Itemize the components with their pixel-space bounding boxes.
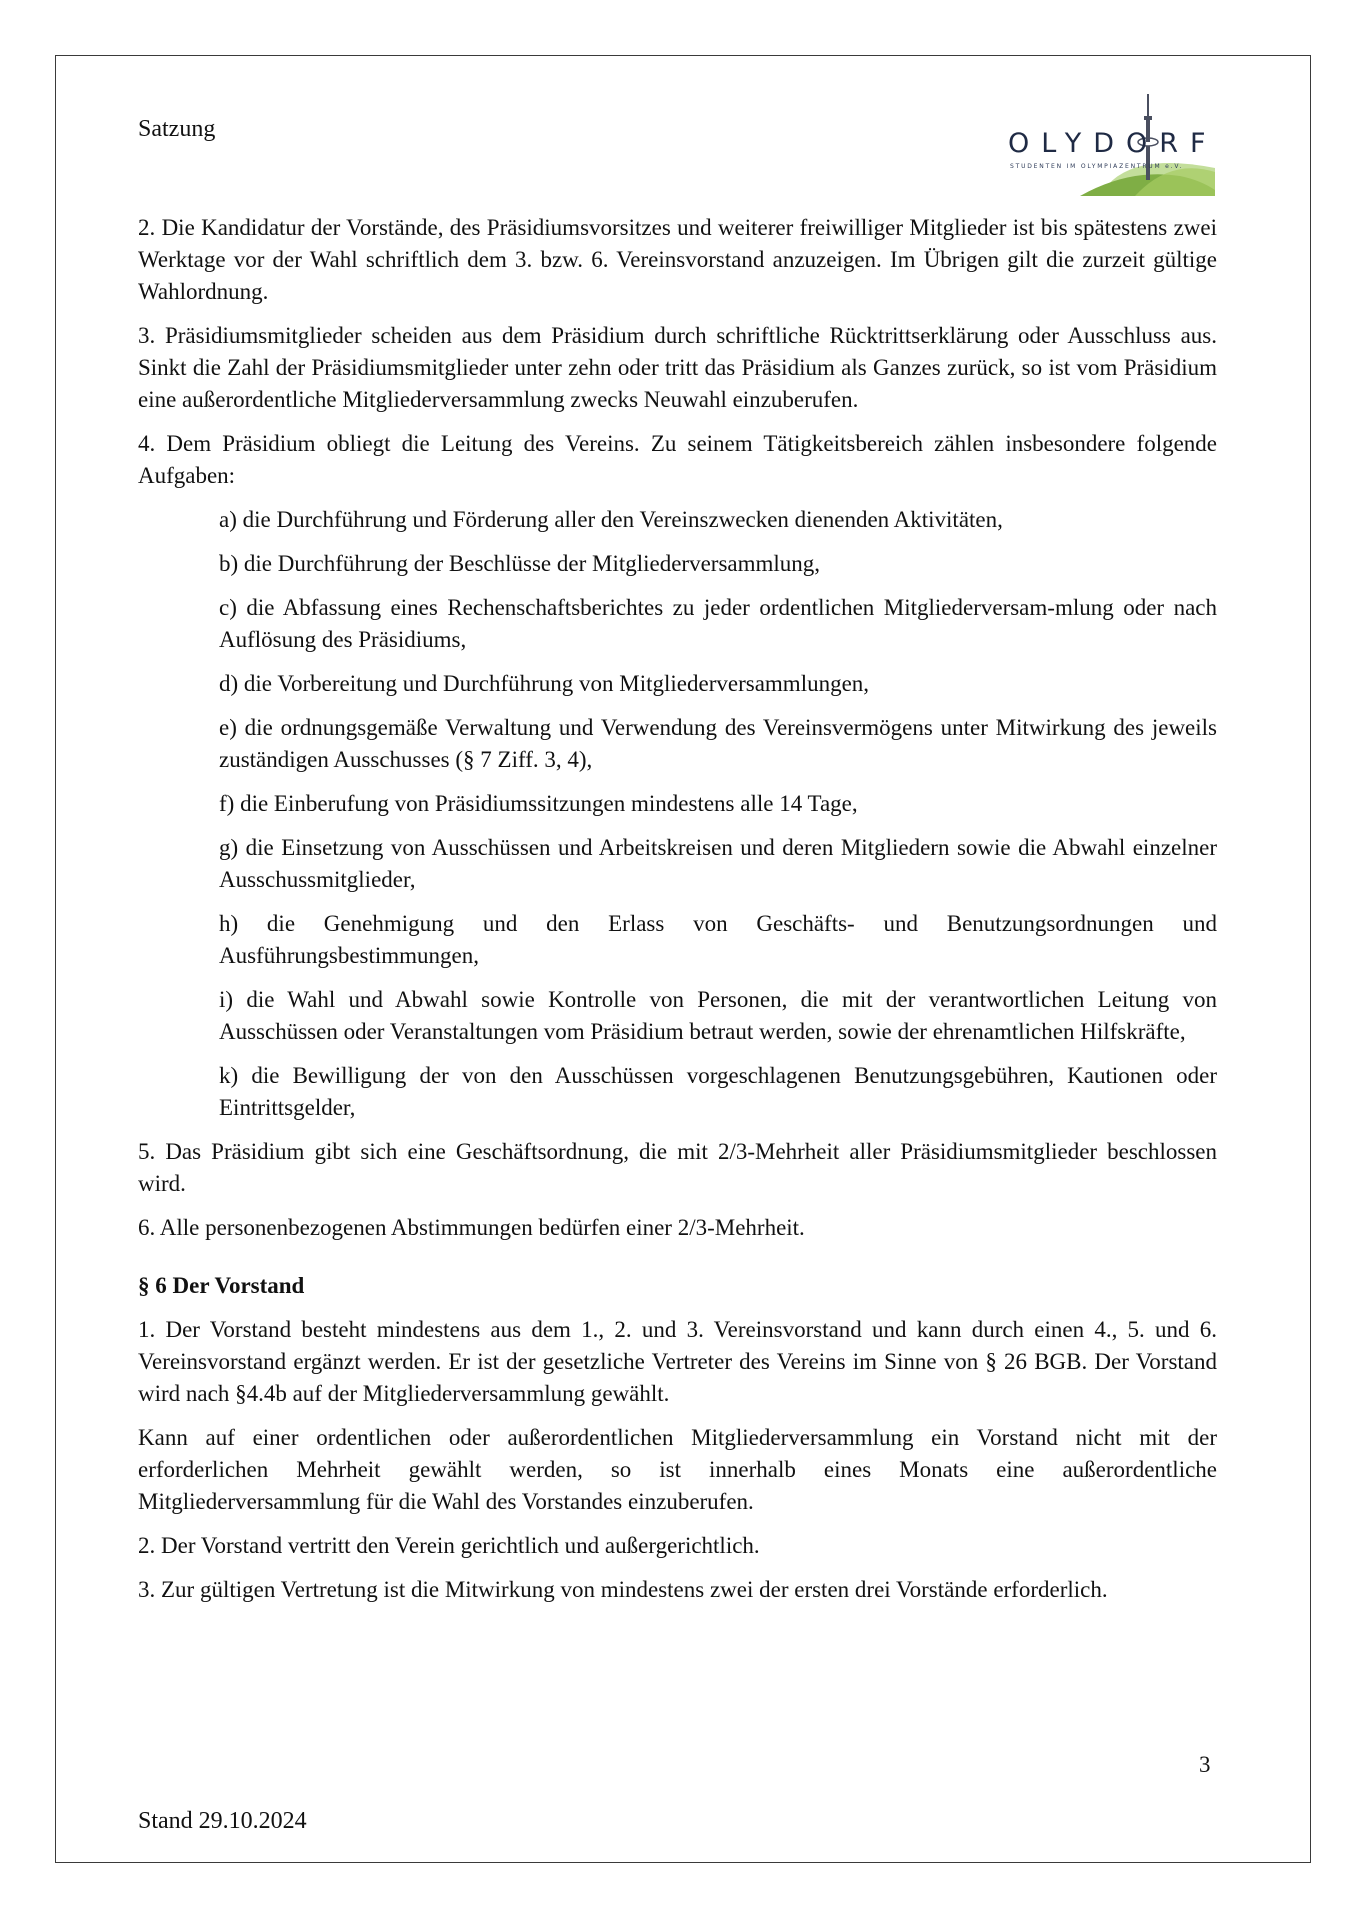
paragraph: 3. Präsidiumsmitglieder scheiden aus dem Präsidium durch schriftliche Rücktrittserklärung oder Ausschluss aus. Sinkt die Zahl der Präsidiumsmitglieder unter zehn oder tritt das Präsidium als Ganzes zurück, so ist vom Präsidium eine außerordentliche Mitgliederversammlung zwecks Neuwahl einzuberufen. [138, 323, 1217, 412]
list-item: h) die Genehmigung und den Erlass von Geschäfts- und Benutzungsordnungen und Ausführungsbestimmungen, [219, 911, 1217, 968]
list-item: d) die Vorbereitung und Durchführung von Mitgliederversammlungen, [219, 671, 870, 696]
list-item: a) die Durchführung und Förderung aller den Vereinszwecken dienenden Aktivitäten, [219, 507, 1003, 532]
page-number: 3 [1199, 1752, 1211, 1777]
logo-wordmark: OLYDORF [1008, 128, 1218, 159]
list-item: c) die Abfassung eines Rechenschaftsberichtes zu jeder ordentlichen Mitgliederversam-mlung oder nach Auflösung des Präsidiums, [219, 595, 1217, 652]
list-item: g) die Einsetzung von Ausschüssen und Arbeitskreisen und deren Mitgliedern sowie die Abwahl einzelner Ausschussmitglieder, [219, 835, 1217, 892]
list-item: e) die ordnungsgemäße Verwaltung und Verwendung des Vereinsvermögens unter Mitwirkung des jeweils zuständigen Ausschusses (§ 7 Ziff. 3, 4), [219, 715, 1217, 772]
list-item: b) die Durchführung der Beschlüsse der Mitgliederversammlung, [219, 551, 821, 576]
paragraph: 5. Das Präsidium gibt sich eine Geschäftsordnung, die mit 2/3-Mehrheit aller Präsidiumsmitglieder beschlossen wird. [138, 1139, 1217, 1196]
paragraph: 2. Der Vorstand vertritt den Verein gerichtlich und außergerichtlich. [138, 1533, 760, 1558]
list-item: i) die Wahl und Abwahl sowie Kontrolle von Personen, die mit der verantwortlichen Leitung von Ausschüssen oder Veranstaltungen vom Präsidium betraut werden, sowie der ehrenamtlichen Hilfskräfte, [219, 987, 1217, 1044]
paragraph: 6. Alle personenbezogenen Abstimmungen bedürfen einer 2/3-Mehrheit. [138, 1215, 805, 1240]
document-title: Satzung [138, 116, 216, 142]
document-body [138, 212, 1217, 1618]
paragraph: 2. Die Kandidatur der Vorstände, des Präsidiumsvorsitzes und weiterer freiwilliger Mitglieder ist bis spätestens zwei Werktage vor der Wahl schriftlich dem 3. bzw. 6. Vereinsvorstand anzuzeigen. Im Übrigen gilt die zurzeit gültige Wahlordnung. [138, 215, 1217, 304]
olydorf-logo [1000, 80, 1220, 198]
paragraph: Kann auf einer ordentlichen oder außerordentlichen Mitgliederversammlung ein Vorstand nicht mit der erforderlichen Mehrheit gewählt werden, so ist innerhalb eines Monats eine außerordentliche Mitgliederversammlung für die Wahl des Vorstandes einzuberufen. [138, 1425, 1217, 1514]
list-item: k) die Bewilligung der von den Ausschüssen vorgeschlagenen Benutzungsgebühren, Kautionen oder Eintrittsgelder, [219, 1063, 1217, 1120]
paragraph: 4. Dem Präsidium obliegt die Leitung des Vereins. Zu seinem Tätigkeitsbereich zählen insbesondere folgende Aufgaben: [138, 431, 1217, 488]
section-heading: § 6 Der Vorstand [138, 1273, 305, 1298]
paragraph: 1. Der Vorstand besteht mindestens aus dem 1., 2. und 3. Vereinsvorstand und kann durch einen 4., 5. und 6. Vereinsvorstand ergänzt werden. Er ist der gesetzliche Vertreter des Vereins im Sinne von § 26 BGB. Der Vorstand wird nach §4.4b auf der Mitgliederversammlung gewählt. [138, 1317, 1217, 1406]
logo-subtitle: STUDENTEN IM OLYMPIAZENTRUM e.V. [1010, 163, 1184, 170]
list-item: f) die Einberufung von Präsidiumssitzungen mindestens alle 14 Tage, [219, 791, 858, 816]
footer-date: Stand 29.10.2024 [138, 1808, 307, 1834]
paragraph: 3. Zur gültigen Vertretung ist die Mitwirkung von mindestens zwei der ersten drei Vorstände erforderlich. [138, 1577, 1108, 1602]
